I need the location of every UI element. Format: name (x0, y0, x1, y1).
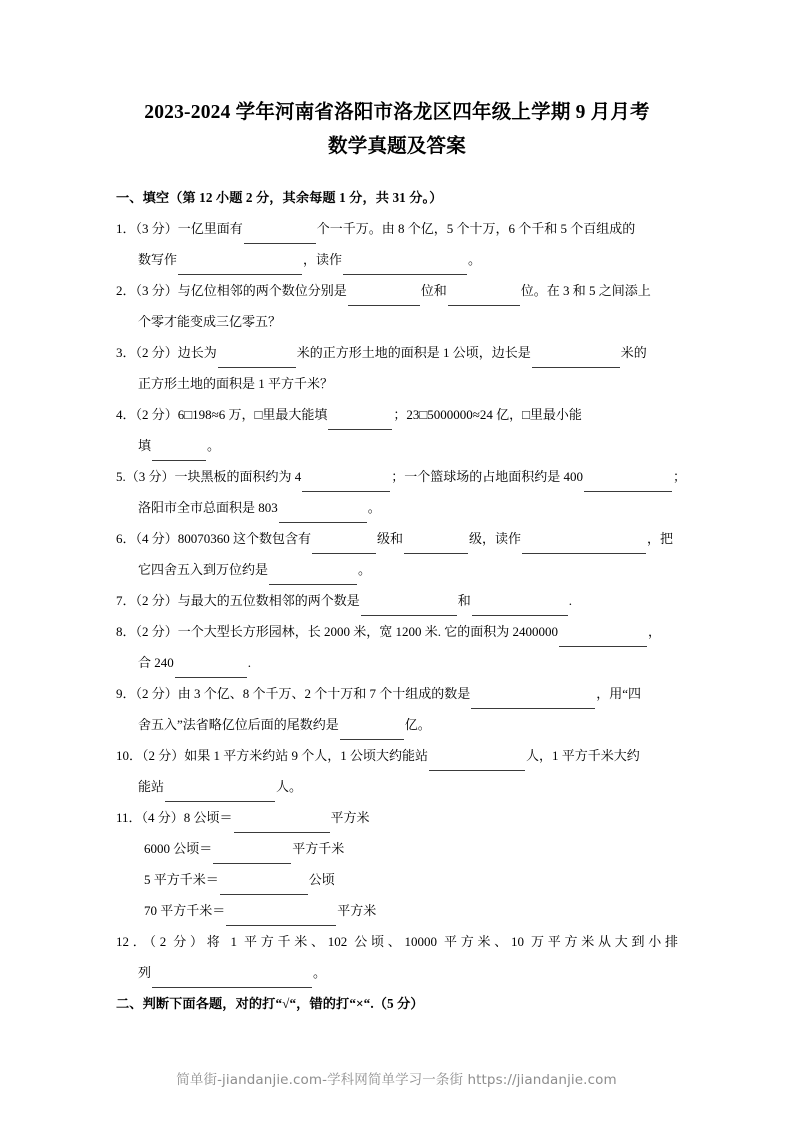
q11-text-c: 6000 公顷＝ (144, 841, 213, 856)
q10-blank-1[interactable] (429, 758, 525, 771)
q11-blank-1[interactable] (234, 820, 330, 833)
q5-text-b: ；一个篮球场的占地面积约是 400 (391, 469, 584, 484)
q6-text-d: ，把 (647, 531, 674, 546)
question-11-line-3 (116, 864, 678, 895)
q8-text-a: 8．（2 分）一个大型长方形园林，长 2000 米，宽 1200 米. 它的面积为 2400000 (116, 624, 559, 639)
q3-text-c: 米的 (620, 345, 647, 360)
section-heading-2: 二、判断下面各题，对的打“√“，错的打“×“.（5 分） (116, 996, 424, 1011)
q1-text-a: 1．（3 分）一亿里面有 (116, 221, 243, 236)
q6-text-b: 级和 (377, 531, 404, 546)
question-5 (116, 461, 687, 523)
q10-text-c: 能站 (138, 779, 165, 794)
q4-text-c: 填 (138, 438, 152, 453)
question-9-line-1 (116, 678, 678, 709)
q7-text-b: 和 (457, 593, 471, 608)
question-12 (116, 926, 678, 988)
q5-text-a: 5.（3 分）一块黑板的面积约为 4 (116, 469, 302, 484)
question-4-line-1 (116, 399, 678, 430)
q6-blank-3[interactable] (522, 541, 646, 554)
q2-blank-1[interactable] (348, 293, 420, 306)
q1-blank-2[interactable] (178, 262, 302, 275)
q10-text-d: 人。 (276, 779, 303, 794)
q5-text-e: 。 (367, 500, 381, 515)
q8-text-c: 合 240 (138, 655, 174, 670)
q10-text-b: 人，1 平方千米大约 (526, 748, 640, 763)
q11-text-h: 平方米 (337, 903, 377, 918)
q1-text-b: 个一千万。由 8 个亿，5 个十万，6 个千和 5 个百组成的 (316, 221, 636, 236)
question-11-line-2 (116, 833, 678, 864)
question-2-line-2: 个零才能变成三亿零五？ (138, 314, 282, 329)
question-5-line-2 (116, 492, 678, 523)
q6-text-e: 它四舍五入到万位约是 (138, 562, 269, 577)
exam-content (116, 182, 687, 1019)
question-12-line-1: 12．（2 分）将 1 平方千米、102 公顷、10000 平方米、10 万平方米从大到小排 (116, 934, 678, 949)
question-11 (116, 802, 678, 926)
q9-blank-1[interactable] (471, 696, 595, 709)
question-10-line-1 (116, 740, 678, 771)
question-11-line-4 (116, 895, 678, 926)
q3-text-a: 3．（2 分）边长为 (116, 345, 217, 360)
question-8-line-2 (116, 647, 678, 678)
q1-blank-3[interactable] (343, 262, 467, 275)
question-7 (116, 585, 678, 616)
q6-blank-2[interactable] (404, 541, 468, 554)
title-line-2: 数学真题及答案 (328, 136, 466, 157)
q11-text-f: 公顷 (308, 872, 335, 887)
q1-text-c: 数写作 (138, 252, 178, 267)
question-4-line-2 (116, 430, 678, 461)
q1-text-d: ，读作 (303, 252, 343, 267)
q4-blank-1[interactable] (328, 417, 392, 430)
question-7-line-1 (116, 585, 678, 616)
q3-text-b: 米的正方形土地的面积是 1 公顷，边长是 (296, 345, 531, 360)
q11-text-g: 70 平方千米＝ (144, 903, 226, 918)
q11-blank-3[interactable] (220, 882, 308, 895)
question-6-line-2 (116, 554, 678, 585)
question-4 (116, 399, 678, 461)
q6-blank-4[interactable] (269, 572, 357, 585)
q5-blank-2[interactable] (584, 479, 672, 492)
q5-text-c: ； (673, 469, 687, 484)
footer-watermark: 简单街-jiandanjie.com-学科网简单学习一条街 https://jiandanjie.com (176, 1072, 617, 1088)
question-10 (116, 740, 678, 802)
q5-blank-3[interactable] (279, 510, 367, 523)
q4-text-b: ；23□5000000≈24 亿，□里最小能 (393, 407, 582, 422)
q5-blank-1[interactable] (302, 479, 390, 492)
question-1-line-1 (116, 213, 678, 244)
q7-blank-2[interactable] (472, 603, 568, 616)
question-10-line-2 (116, 771, 678, 802)
question-9 (116, 678, 678, 740)
question-2-line-1 (116, 275, 678, 306)
q2-text-c: 位。在 3 和 5 之间添上 (520, 283, 651, 298)
question-5-line-1 (116, 461, 687, 492)
question-3 (116, 337, 678, 399)
q12-text-a: 列 (138, 965, 152, 980)
q5-text-d: 洛阳市全市总面积是 803 (138, 500, 278, 515)
q1-blank-1[interactable] (244, 231, 316, 244)
q10-blank-2[interactable] (165, 789, 275, 802)
q8-blank-2[interactable] (175, 665, 247, 678)
q1-text-e: 。 (468, 252, 482, 267)
question-3-line-2: 正方形土地的面积是 1 平方千米？ (138, 376, 334, 391)
title-line-1: 2023-2024 学年河南省洛阳市洛龙区四年级上学期 9 月月考 (144, 102, 650, 123)
q4-text-d: 。 (207, 438, 221, 453)
q8-text-b: ， (648, 624, 662, 639)
q6-text-f: 。 (358, 562, 372, 577)
q9-text-b: ，用“四 (596, 686, 642, 701)
q7-text-a: 7．（2 分）与最大的五位数相邻的两个数是 (116, 593, 360, 608)
q3-blank-2[interactable] (532, 355, 620, 368)
question-1-line-2 (116, 244, 678, 275)
q9-text-a: 9．（2 分）由 3 个亿、8 个千万、2 个十万和 7 个十组成的数是 (116, 686, 471, 701)
q11-text-a: 11．（4 分）8 公顷＝ (116, 810, 233, 825)
question-11-line-1 (116, 802, 678, 833)
question-9-line-2 (116, 709, 678, 740)
q7-blank-1[interactable] (361, 603, 457, 616)
q2-blank-2[interactable] (448, 293, 520, 306)
q4-blank-2[interactable] (152, 448, 206, 461)
q4-text-a: 4．（2 分）6□198≈6 万，□里最大能填 (116, 407, 328, 422)
q11-text-d: 平方千米 (292, 841, 345, 856)
q2-text-a: 2．（3 分）与亿位相邻的两个数位分别是 (116, 283, 347, 298)
q10-text-a: 10．（2 分）如果 1 平方米约站 9 个人，1 公顷大约能站 (116, 748, 429, 763)
q11-blank-2[interactable] (213, 851, 291, 864)
question-6-line-1 (116, 523, 678, 554)
q8-blank-1[interactable] (559, 634, 647, 647)
page-title (112, 96, 682, 164)
q11-blank-4[interactable] (226, 913, 336, 926)
q7-text-c: . (568, 593, 573, 608)
q6-blank-1[interactable] (312, 541, 376, 554)
q12-blank-1[interactable] (152, 975, 312, 988)
question-1 (116, 213, 678, 275)
section-heading-1: 一、填空（第 12 小题 2 分，其余每题 1 分，共 31 分。） (116, 190, 443, 205)
q2-text-b: 位和 (420, 283, 447, 298)
question-8 (116, 616, 678, 678)
q6-text-c: 级，读作 (469, 531, 522, 546)
q12-text-b: 。 (313, 965, 327, 980)
question-6 (116, 523, 678, 585)
question-12-line-2 (116, 957, 678, 988)
question-8-line-1 (116, 616, 678, 647)
q11-text-b: 平方米 (330, 810, 370, 825)
question-3-line-1 (116, 337, 678, 368)
q8-text-d: . (247, 655, 252, 670)
q9-blank-2[interactable] (340, 727, 404, 740)
question-2 (116, 275, 678, 337)
q6-text-a: 6．（4 分）80070360 这个数包含有 (116, 531, 312, 546)
q9-text-c: 舍五入”法省略亿位后面的尾数约是 (138, 717, 339, 732)
q9-text-d: 亿。 (404, 717, 431, 732)
q3-blank-1[interactable] (218, 355, 296, 368)
q11-text-e: 5 平方千米＝ (144, 872, 219, 887)
